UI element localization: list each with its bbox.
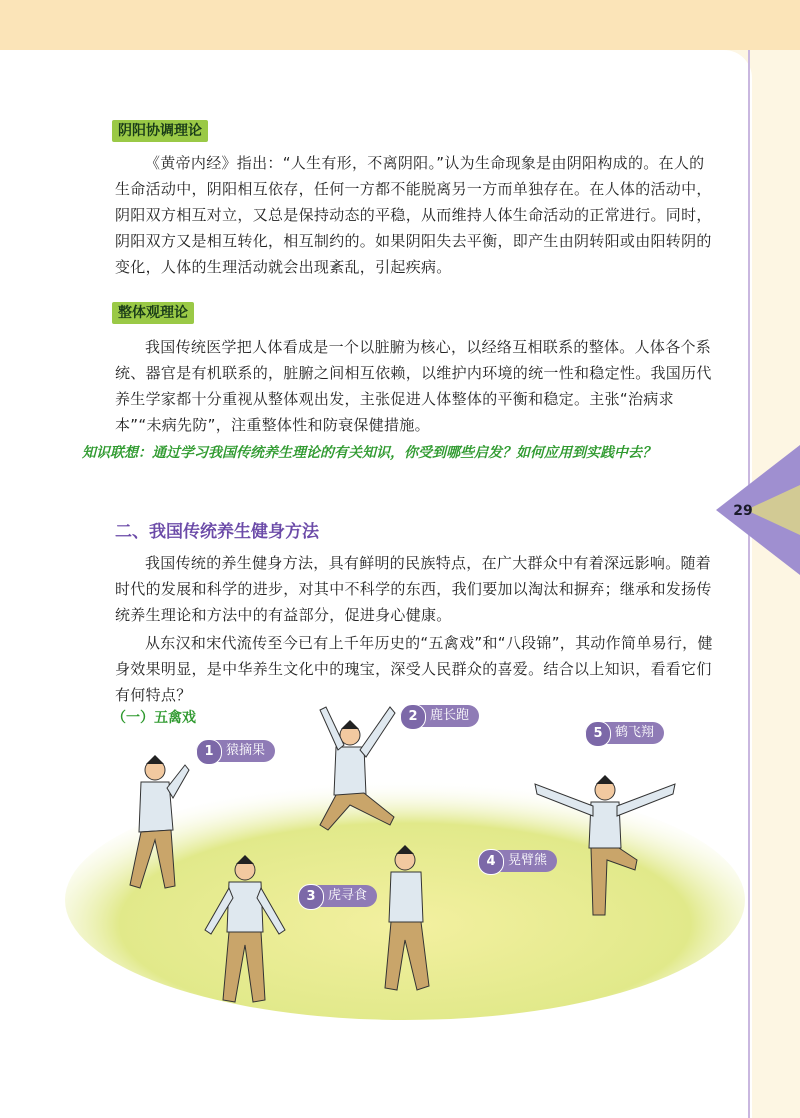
- move-text-3: 虎寻食: [328, 888, 368, 903]
- holistic-paragraph: 我国传统医学把人体看成是一个以脏腑为核心，以经络互相联系的整体。人体各个系统、器官是有机联系的，脏腑之间相互依赖，以维护内环境的统一性和稳定性。我国历代养生学家都十分重视从整体观出发，主张促进人体整体的平衡和稳定。主张“治病求本”“未病先防”，注重整体性和防衰保健措施。: [115, 338, 712, 434]
- move-number-1: 1: [196, 739, 222, 765]
- think-prompt: 知识联想：通过学习我国传统养生理论的有关知识，你受到哪些启发？如何应用到实践中去？: [82, 445, 656, 461]
- page-margin-strip: [752, 50, 800, 1118]
- section-label-holistic: 整体观理论: [112, 302, 194, 324]
- move-text-2: 鹿长跑: [430, 708, 470, 723]
- move-number-2: 2: [400, 704, 426, 730]
- yinyang-paragraph: 《黄帝内经》指出：“人生有形，不离阴阳。”认为生命现象是由阴阳构成的。在人的生命活动中，阴阳相互依存，任何一方都不能脱离另一方而单独存在。在人体的活动中，阴阳双方相互对立，又总是保持动态的平稳，从而维持人体生命活动的正常进行。同时，阴阳双方又是相互转化，相互制约的。如果阴阳失去平衡，即产生由阴转阳或由阳转阴的变化，人体的生理活动就会出现紊乱，引起疾病。: [115, 154, 712, 276]
- move-label-5: [585, 722, 664, 744]
- move-text-5: 鹤飞翔: [615, 725, 655, 740]
- wuqinxi-illustration: [60, 700, 750, 1020]
- page-number: 29: [733, 503, 753, 519]
- methods-paragraph-1: 我国传统的养生健身方法，具有鲜明的民族特点，在广大群众中有着深远影响。随着时代的发展和科学的进步，对其中不科学的东西，我们要加以淘汰和摒弃；继承和发扬传统养生理论和方法中的有益部分，促进身心健康。: [115, 554, 712, 624]
- move-text-4: 晃臂熊: [508, 853, 548, 868]
- methods-paragraph-2: 从东汉和宋代流传至今已有上千年历史的“五禽戏”和“八段锦”，其动作简单易行，健身效果明显，是中华养生文化中的瑰宝，深受人民群众的喜爱。结合以上知识，看看它们有何特点？: [115, 634, 713, 704]
- move-label-4: [478, 850, 557, 872]
- section-label-yinyang: 阴阳协调理论: [112, 120, 208, 142]
- move-text-1: 猿摘果: [226, 743, 266, 758]
- move-label-3: [298, 885, 377, 907]
- move-number-5: 5: [585, 721, 611, 747]
- top-color-band: [0, 0, 800, 50]
- move-label-1: [196, 740, 275, 762]
- move-number-3: 3: [298, 884, 324, 910]
- move-number-4: 4: [478, 849, 504, 875]
- wuqinxi-subheading: （一）五禽戏: [112, 710, 196, 726]
- move-label-2: [400, 705, 479, 727]
- section-heading: 二、我国传统养生健身方法: [115, 522, 319, 542]
